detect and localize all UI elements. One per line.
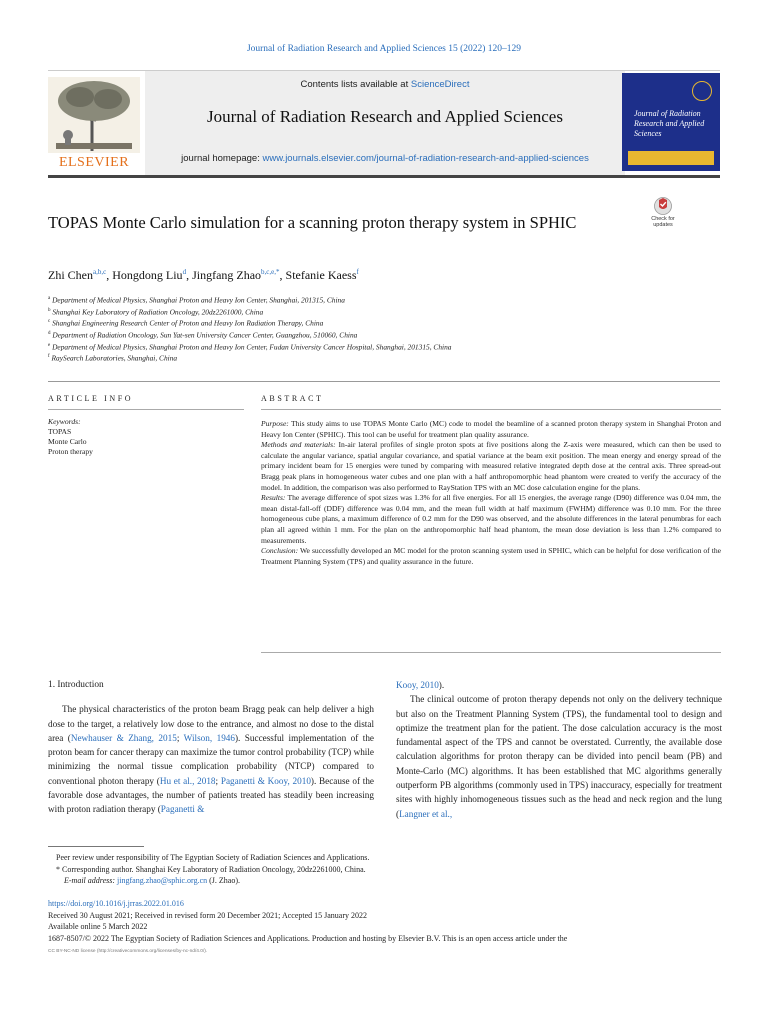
- copyright-notice: 1687-8507/© 2022 The Egyptian Society of Radiation Sciences and Applications. Production and hosting by Elsevier B.V. This is an open access article under the: [48, 933, 568, 943]
- affiliation-text: Shanghai Engineering Research Center of Proton and Heavy Ion Radiation Therapy, China: [52, 318, 324, 328]
- author[interactable]: [48, 268, 106, 282]
- body-text: ). Because of the favorable dose advantages, the number of patients treated has steadily been increasing with proton radiation therapy (: [48, 775, 375, 815]
- license-link[interactable]: CC BY-NC-ND license (http://creativecommons.org/licenses/by-nc-nd/4.0/).: [48, 949, 208, 954]
- abstract-conclusion: [261, 546, 721, 567]
- abstract-bottom-rule: [261, 652, 721, 653]
- keywords-block: [48, 417, 93, 457]
- available-online: Available online 5 March 2022: [48, 922, 148, 932]
- affiliation-key: b: [48, 307, 51, 313]
- journal-masthead: [48, 70, 720, 178]
- author-name: Hongdong Liu: [112, 268, 183, 282]
- contents-availability: [145, 79, 625, 90]
- affiliation-item: [48, 341, 708, 353]
- abstract-body: [261, 419, 721, 567]
- conclusion-label: Conclusion:: [261, 546, 299, 556]
- society-seal-icon: [692, 81, 712, 101]
- keywords-label: Keywords:: [48, 417, 81, 426]
- methods-text: In-air lateral profiles of single proton spots at five positions along the Z-axis were measured, which can then be used to calculate the angular variance, spatial angular covariance, and spatial variance at the beam exit position. The mean energy and energy spread of the primary incident beam for 15 energies were tuned by comparing with measured relative integrated depth dose at the central axis. Three spread-out Bragg peak plans in homogeneous water cubes and one plan with a half anthropomorphic head phantom were created to verify the accuracy of the model. In addition, the comparison was also performed to RayStation TPS with an MC dose calculation engine for the plans.: [261, 440, 721, 492]
- affiliation-text: RaySearch Laboratories, Shanghai, China: [51, 353, 178, 363]
- citation-link[interactable]: Paganetti &: [160, 804, 205, 815]
- footnote-peer-review: Peer review under responsibility of The Egyptian Society of Radiation Sciences and Applications.: [56, 853, 370, 862]
- author-separator: ,: [106, 268, 113, 282]
- affiliation-item: [48, 306, 708, 318]
- publisher-name: ELSEVIER: [58, 155, 130, 170]
- citation-link[interactable]: Kooy, 2010: [396, 680, 439, 690]
- contents-prefix: Contents lists available at: [300, 79, 411, 90]
- affiliation-item: [48, 317, 708, 329]
- citation-link[interactable]: Langner et al.,: [399, 808, 453, 819]
- affiliation-text: Department of Radiation Oncology, Sun Yat-sen University Cancer Center, Guangzhou, 510060, China: [52, 330, 358, 340]
- abstract-results: [261, 493, 721, 546]
- article-title: TOPAS Monte Carlo simulation for a scanning proton therapy system in SPHIC: [48, 213, 577, 232]
- author-affiliation-marks[interactable]: d: [182, 268, 187, 276]
- affiliation-item: [48, 294, 708, 306]
- intro-paragraph: [48, 702, 374, 816]
- author-affiliation-marks[interactable]: f: [356, 268, 359, 276]
- citation-link[interactable]: Newhauser & Zhang, 2015: [70, 732, 177, 743]
- cover-band: [628, 151, 714, 165]
- check-updates-icon: [646, 196, 680, 216]
- running-head[interactable]: Journal of Radiation Research and Applied Sciences 15 (2022) 120–129: [246, 44, 522, 54]
- check-updates-label: Check for updates: [651, 216, 675, 228]
- journal-cover-image[interactable]: [622, 73, 720, 171]
- doi-link[interactable]: https://doi.org/10.1016/j.jrras.2022.01.016: [48, 899, 184, 908]
- abstract-purpose: [261, 419, 721, 440]
- body-text: ). Successful implementation of the proton beam for cancer therapy can maximize the tumor control probability (TCP) while minimizing the normal tissue complication probability (NTCP) compared to conventional photon therapy (: [48, 732, 375, 786]
- keyword: TOPAS: [48, 427, 72, 436]
- author-name: Zhi Chen: [48, 268, 93, 282]
- intro-paragraph: [396, 692, 722, 821]
- received-dates: Received 30 August 2021; Received in revised form 20 December 2021; Accepted 15 January 2022: [48, 910, 368, 920]
- keyword: Monte Carlo: [48, 437, 87, 446]
- section-divider: [48, 381, 720, 382]
- abstract-heading: ABSTRACT: [261, 394, 324, 403]
- abstract-methods: [261, 440, 721, 493]
- footnote-email: [48, 875, 720, 887]
- affiliation-item: [48, 329, 708, 341]
- author-name: Jingfang Zhao: [192, 268, 262, 282]
- author-separator: ,: [186, 268, 193, 282]
- homepage-link[interactable]: www.journals.elsevier.com/journal-of-radiation-research-and-applied-sciences: [262, 153, 589, 164]
- affiliation-item: [48, 352, 708, 364]
- body-text: ).: [438, 680, 445, 690]
- article-info-rule: [48, 409, 244, 410]
- methods-label: Methods and materials:: [261, 440, 336, 450]
- sciencedirect-link[interactable]: ScienceDirect: [410, 79, 470, 90]
- body-text: The clinical outcome of proton therapy depends not only on the delivery technique but also on the Treatment Planning System (TPS), the fundamental tool to design and optimize the treatment plan for the patient. The dose calculation accuracy is the most fundamental aspect of the TPS and cannot be overstated. Currently, the available dose calculation algorithms for proton therapy can be divided into pencil beam (PB) and Monte-Carlo (MC) algorithms. It has been established that MC algorithms generally outperform PB algorithms (commonly used in TPS) inaccuracy, especially for treatment sites with highly inhomogeneous tissues such as the head and neck region and the lung (: [396, 694, 722, 819]
- tree-illustration-icon: [48, 77, 140, 153]
- purpose-label: Purpose:: [261, 419, 289, 428]
- purpose-text: This study aims to use TOPAS Monte Carlo (MC) code to model the beamline of a scanned proton therapy system in Shanghai Proton and Heavy Ion Center (SPHIC). This tool can be useful for treatment plan quality assurance.: [261, 419, 721, 439]
- email-suffix: (J. Zhao).: [207, 876, 241, 885]
- footnote-rule: [48, 846, 144, 847]
- citation-link[interactable]: Hu et al., 2018: [159, 775, 216, 786]
- author-separator: ,: [279, 268, 286, 282]
- affiliation-text: Shanghai Key Laboratory of Radiation Oncology, 20dz2261000, China: [52, 307, 264, 317]
- article-info-heading: ARTICLE INFO: [48, 394, 134, 403]
- affiliation-key: a: [48, 296, 51, 301]
- body-text: ;: [215, 775, 221, 786]
- section-heading-introduction: 1. Introduction: [48, 680, 104, 690]
- author-name: Stefanie Kaess: [285, 268, 357, 282]
- affiliation-key: e: [48, 342, 51, 348]
- citation-link[interactable]: Paganetti & Kooy, 2010: [220, 775, 311, 786]
- intro-paragraph-continued: [396, 678, 722, 692]
- intro-column-left: [48, 678, 374, 817]
- email-link[interactable]: jingfang.zhao@sphic.org.cn: [117, 876, 208, 885]
- author-affiliation-marks[interactable]: a,b,c: [93, 268, 107, 276]
- body-text: The physical characteristics of the proton beam Bragg peak can help deliver a high dose to the target, a relatively low dose to the entrance, and almost no dose to the distal area (: [48, 704, 374, 743]
- journal-homepage: [145, 153, 625, 164]
- keyword: Proton therapy: [48, 447, 93, 456]
- author[interactable]: [112, 268, 186, 282]
- footnote-corresponding-author: * Corresponding author. Shanghai Key Laboratory of Radiation Oncology, 20dz2261000, China.: [56, 864, 366, 874]
- homepage-label: journal homepage:: [181, 153, 263, 164]
- intro-column-right: [396, 678, 722, 821]
- email-label: E-mail address:: [64, 876, 116, 885]
- affiliation-text: Department of Medical Physics, Shanghai Proton and Heavy Ion Center, Fudan University Cancer Hospital, Shanghai, 201315, China: [52, 342, 452, 352]
- affiliation-key: c: [48, 319, 51, 325]
- body-text: ;: [176, 732, 184, 743]
- conclusion-text: We successfully developed an MC model for the proton scanning system used in SPHIC, which can be helpful for dose verification of the Treatment Planning System (TPS) and quality assurance in the future.: [261, 546, 721, 566]
- results-text: The average difference of spot sizes was 1.3% for all five energies. For all 15 energies, the average range (D90) difference was 0.04 mm, the mean distal-fall-off (DDF) difference was 0.04 mm, and the mean full width at half maximum (FWHM) difference was 0.10 mm. For the three homogeneous cube plans, a maximum difference of 0.2 mm for the D90 was observed, and the absolute differences in the lateral penumbras for each plan all agreed within 1 mm. For the plan on the anthropomorphic half head phantom, the mean dose deviation is less than 1.2% compared to measurements.: [261, 493, 721, 545]
- footnotes: [48, 852, 720, 887]
- affiliation-key: f: [48, 354, 50, 360]
- results-label: Results:: [261, 493, 286, 503]
- affiliations: [48, 294, 708, 364]
- author-list: [48, 268, 359, 283]
- article-metadata: [48, 898, 720, 944]
- affiliation-text: Department of Medical Physics, Shanghai Proton and Heavy Ion Center, Shanghai, 201315, China: [52, 295, 345, 305]
- check-for-updates-button[interactable]: [646, 196, 680, 236]
- author-affiliation-marks[interactable]: b,c,e,*: [261, 268, 280, 276]
- elsevier-tree-logo[interactable]: [48, 77, 140, 173]
- author[interactable]: [286, 268, 359, 282]
- journal-header-panel: [145, 71, 625, 175]
- cover-title: Journal of Radiation Research and Applied Sciences: [634, 109, 705, 138]
- journal-title[interactable]: Journal of Radiation Research and Applied Sciences: [207, 107, 563, 126]
- citation-link[interactable]: Wilson, 1946: [183, 732, 235, 743]
- abstract-rule: [261, 409, 721, 410]
- author[interactable]: [192, 268, 279, 282]
- affiliation-key: d: [48, 331, 51, 337]
